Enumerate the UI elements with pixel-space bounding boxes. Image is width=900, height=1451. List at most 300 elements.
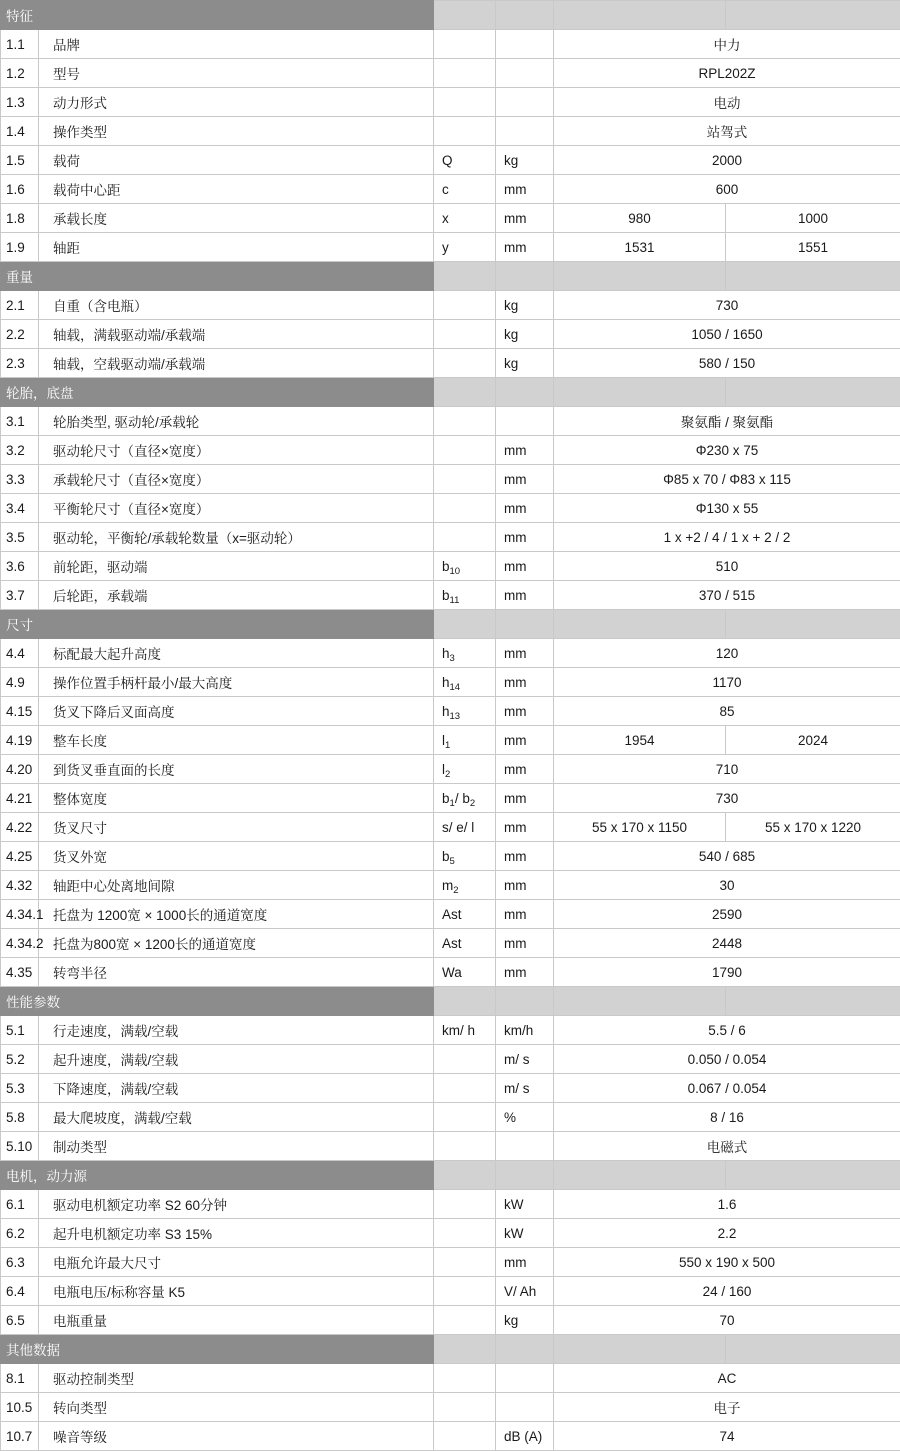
- row-symbol: [434, 1190, 496, 1219]
- section-header-filler: [554, 1161, 726, 1190]
- row-number: 3.2: [1, 436, 39, 465]
- row-number: 1.6: [1, 175, 39, 204]
- row-number: 4.4: [1, 639, 39, 668]
- row-description: 自重（含电瓶）: [39, 291, 434, 320]
- row-symbol: [434, 291, 496, 320]
- row-value: Φ130 x 55: [554, 494, 900, 523]
- row-number: 1.5: [1, 146, 39, 175]
- section-header-filler: [554, 378, 726, 407]
- row-description: 转向类型: [39, 1393, 434, 1422]
- table-row: [1, 697, 900, 726]
- section-header-row: [1, 1161, 900, 1190]
- table-row: [1, 784, 900, 813]
- row-unit: [496, 407, 554, 436]
- row-number: 4.35: [1, 958, 39, 987]
- row-number: 5.10: [1, 1132, 39, 1161]
- row-value: 120: [554, 639, 900, 668]
- row-value: 1 x +2 / 4 / 1 x + 2 / 2: [554, 523, 900, 552]
- row-value: 8 / 16: [554, 1103, 900, 1132]
- row-symbol: [434, 1219, 496, 1248]
- row-symbol: [434, 1422, 496, 1451]
- row-symbol: $b_1/$ $b_2$: [434, 784, 496, 813]
- row-description: 轴距: [39, 233, 434, 262]
- row-description: 驱动控制类型: [39, 1364, 434, 1393]
- row-unit: mm: [496, 494, 554, 523]
- row-symbol: [434, 1103, 496, 1132]
- row-description: 载荷: [39, 146, 434, 175]
- table-row: [1, 1016, 900, 1045]
- row-value: AC: [554, 1364, 900, 1393]
- row-symbol: [434, 1277, 496, 1306]
- section-header-filler: [726, 378, 900, 407]
- row-number: 3.1: [1, 407, 39, 436]
- row-value: 580 / 150: [554, 349, 900, 378]
- section-header-filler: [434, 1335, 496, 1364]
- row-unit: kW: [496, 1219, 554, 1248]
- table-row: [1, 900, 900, 929]
- row-unit: [496, 59, 554, 88]
- row-number: 2.1: [1, 291, 39, 320]
- row-number: 1.1: [1, 30, 39, 59]
- table-row: [1, 494, 900, 523]
- section-header-filler: [726, 1, 900, 30]
- row-symbol: $b_5$: [434, 842, 496, 871]
- row-unit: [496, 1364, 554, 1393]
- row-unit: kg: [496, 320, 554, 349]
- section-header-row: [1, 610, 900, 639]
- row-number: 10.5: [1, 1393, 39, 1422]
- row-description: 货叉尺寸: [39, 813, 434, 842]
- row-symbol: $h_3$: [434, 639, 496, 668]
- row-number: 1.2: [1, 59, 39, 88]
- row-unit: mm: [496, 465, 554, 494]
- row-unit: m/ s: [496, 1074, 554, 1103]
- section-header-filler: [434, 262, 496, 291]
- row-symbol: Ast: [434, 900, 496, 929]
- section-header-filler: [496, 987, 554, 1016]
- row-unit: [496, 117, 554, 146]
- row-symbol: [434, 349, 496, 378]
- row-number: 6.5: [1, 1306, 39, 1335]
- row-unit: [496, 30, 554, 59]
- row-description: 最大爬坡度，满载/空载: [39, 1103, 434, 1132]
- row-value: 电磁式: [554, 1132, 900, 1161]
- row-number: 4.20: [1, 755, 39, 784]
- row-description: 驱动轮，平衡轮/承载轮数量（x=驱动轮）: [39, 523, 434, 552]
- row-value-2: 55 x 170 x 1220: [726, 813, 900, 842]
- row-number: 6.1: [1, 1190, 39, 1219]
- row-value: 2000: [554, 146, 900, 175]
- table-row: [1, 204, 900, 233]
- row-symbol: $h_{14}$: [434, 668, 496, 697]
- section-header-filler: [434, 610, 496, 639]
- table-row: [1, 668, 900, 697]
- table-row: [1, 813, 900, 842]
- row-symbol: x: [434, 204, 496, 233]
- row-value-1: 1954: [554, 726, 726, 755]
- row-value: 2448: [554, 929, 900, 958]
- table-row: [1, 436, 900, 465]
- row-value: 710: [554, 755, 900, 784]
- table-row: [1, 117, 900, 146]
- table-row: [1, 1219, 900, 1248]
- table-row: [1, 1422, 900, 1451]
- row-number: 3.4: [1, 494, 39, 523]
- section-header-filler: [434, 378, 496, 407]
- row-symbol: s/ e/ l: [434, 813, 496, 842]
- row-number: 2.2: [1, 320, 39, 349]
- row-symbol: [434, 407, 496, 436]
- row-description: 到货叉垂直面的长度: [39, 755, 434, 784]
- row-number: 6.3: [1, 1248, 39, 1277]
- row-value: 730: [554, 784, 900, 813]
- table-row: [1, 1045, 900, 1074]
- row-number: 1.9: [1, 233, 39, 262]
- row-description: 承载轮尺寸（直径×宽度）: [39, 465, 434, 494]
- row-number: 5.1: [1, 1016, 39, 1045]
- row-unit: mm: [496, 813, 554, 842]
- row-symbol: [434, 465, 496, 494]
- row-unit: m/ s: [496, 1045, 554, 1074]
- row-description: 轮胎类型, 驱动轮/承载轮: [39, 407, 434, 436]
- row-description: 货叉外宽: [39, 842, 434, 871]
- row-description: 动力形式: [39, 88, 434, 117]
- row-description: 整车长度: [39, 726, 434, 755]
- row-unit: dB (A): [496, 1422, 554, 1451]
- row-number: 1.8: [1, 204, 39, 233]
- row-symbol: [434, 117, 496, 146]
- row-number: 4.34.2: [1, 929, 39, 958]
- row-description: 起升速度，满载/空载: [39, 1045, 434, 1074]
- row-value: 70: [554, 1306, 900, 1335]
- row-symbol: Wa: [434, 958, 496, 987]
- row-value: 1170: [554, 668, 900, 697]
- row-number: 6.4: [1, 1277, 39, 1306]
- row-unit: mm: [496, 784, 554, 813]
- row-number: 5.3: [1, 1074, 39, 1103]
- section-header-filler: [496, 1161, 554, 1190]
- section-header-filler: [726, 1335, 900, 1364]
- row-number: 3.3: [1, 465, 39, 494]
- row-number: 4.21: [1, 784, 39, 813]
- row-description: 电瓶重量: [39, 1306, 434, 1335]
- row-unit: km/h: [496, 1016, 554, 1045]
- section-header-filler: [554, 987, 726, 1016]
- row-number: 2.3: [1, 349, 39, 378]
- row-description: 型号: [39, 59, 434, 88]
- section-header-filler: [554, 262, 726, 291]
- row-description: 起升电机额定功率 S3 15%: [39, 1219, 434, 1248]
- row-unit: mm: [496, 726, 554, 755]
- row-symbol: [434, 59, 496, 88]
- row-unit: kg: [496, 146, 554, 175]
- row-description: 驱动轮尺寸（直径×宽度）: [39, 436, 434, 465]
- row-symbol: [434, 1364, 496, 1393]
- row-number: 5.8: [1, 1103, 39, 1132]
- row-value: 600: [554, 175, 900, 204]
- table-row: [1, 146, 900, 175]
- table-row: [1, 871, 900, 900]
- table-row: [1, 929, 900, 958]
- row-unit: kg: [496, 1306, 554, 1335]
- row-symbol: [434, 1074, 496, 1103]
- table-row: [1, 30, 900, 59]
- specification-table-body: [1, 1, 900, 1451]
- row-number: 8.1: [1, 1364, 39, 1393]
- row-symbol: $h_{13}$: [434, 697, 496, 726]
- row-number: 6.2: [1, 1219, 39, 1248]
- section-title: 轮胎，底盘: [1, 378, 434, 407]
- row-symbol: Ast: [434, 929, 496, 958]
- section-header-filler: [726, 1161, 900, 1190]
- row-value: 0.050 / 0.054: [554, 1045, 900, 1074]
- row-symbol: c: [434, 175, 496, 204]
- row-description: 噪音等级: [39, 1422, 434, 1451]
- row-value: 0.067 / 0.054: [554, 1074, 900, 1103]
- table-row: [1, 1132, 900, 1161]
- section-header-row: [1, 262, 900, 291]
- row-symbol: [434, 494, 496, 523]
- row-description: 行走速度，满载/空载: [39, 1016, 434, 1045]
- row-description: 整体宽度: [39, 784, 434, 813]
- row-value: Φ85 x 70 / Φ83 x 115: [554, 465, 900, 494]
- table-row: [1, 407, 900, 436]
- table-row: [1, 552, 900, 581]
- row-value: 730: [554, 291, 900, 320]
- row-value-2: 2024: [726, 726, 900, 755]
- table-row: [1, 842, 900, 871]
- section-header-filler: [496, 1, 554, 30]
- row-value: 电子: [554, 1393, 900, 1422]
- row-unit: mm: [496, 929, 554, 958]
- section-title: 其他数据: [1, 1335, 434, 1364]
- row-symbol: [434, 1393, 496, 1422]
- row-symbol: y: [434, 233, 496, 262]
- section-header-filler: [554, 1, 726, 30]
- table-row: [1, 958, 900, 987]
- section-header-row: [1, 378, 900, 407]
- row-value: 1.6: [554, 1190, 900, 1219]
- table-row: [1, 1277, 900, 1306]
- row-description: 托盘为800宽 × 1200长的通道宽度: [39, 929, 434, 958]
- row-value: 2590: [554, 900, 900, 929]
- table-row: [1, 523, 900, 552]
- row-symbol: [434, 30, 496, 59]
- row-value: 5.5 / 6: [554, 1016, 900, 1045]
- row-value: 站驾式: [554, 117, 900, 146]
- row-unit: mm: [496, 697, 554, 726]
- table-row: [1, 88, 900, 117]
- row-unit: mm: [496, 842, 554, 871]
- row-description: 标配最大起升高度: [39, 639, 434, 668]
- row-value: 74: [554, 1422, 900, 1451]
- row-symbol: $l_2$: [434, 755, 496, 784]
- row-unit: mm: [496, 581, 554, 610]
- row-number: 4.22: [1, 813, 39, 842]
- row-unit: mm: [496, 552, 554, 581]
- table-row: [1, 581, 900, 610]
- row-description: 轴距中心处离地间隙: [39, 871, 434, 900]
- row-symbol: Q: [434, 146, 496, 175]
- row-value: 1050 / 1650: [554, 320, 900, 349]
- row-number: 1.4: [1, 117, 39, 146]
- row-unit: kg: [496, 349, 554, 378]
- row-unit: mm: [496, 871, 554, 900]
- row-symbol: [434, 1248, 496, 1277]
- row-value: 电动: [554, 88, 900, 117]
- row-value: 550 x 190 x 500: [554, 1248, 900, 1277]
- row-description: 驱动电机额定功率 S2 60分钟: [39, 1190, 434, 1219]
- row-description: 品牌: [39, 30, 434, 59]
- row-description: 轴载，满载驱动端/承载端: [39, 320, 434, 349]
- row-symbol: $b_{11}$: [434, 581, 496, 610]
- row-symbol: [434, 523, 496, 552]
- table-row: [1, 755, 900, 784]
- table-row: [1, 291, 900, 320]
- row-unit: mm: [496, 958, 554, 987]
- row-description: 电瓶允许最大尺寸: [39, 1248, 434, 1277]
- section-header-filler: [554, 610, 726, 639]
- row-description: 前轮距，驱动端: [39, 552, 434, 581]
- row-value: RPL202Z: [554, 59, 900, 88]
- row-number: 5.2: [1, 1045, 39, 1074]
- table-row: [1, 726, 900, 755]
- row-unit: [496, 1393, 554, 1422]
- section-header-filler: [434, 1, 496, 30]
- table-row: [1, 59, 900, 88]
- row-unit: mm: [496, 639, 554, 668]
- row-unit: kW: [496, 1190, 554, 1219]
- row-value: 370 / 515: [554, 581, 900, 610]
- row-number: 4.15: [1, 697, 39, 726]
- row-value: 30: [554, 871, 900, 900]
- table-row: [1, 233, 900, 262]
- row-value: 85: [554, 697, 900, 726]
- row-description: 后轮距，承载端: [39, 581, 434, 610]
- row-description: 轴载，空载驱动端/承载端: [39, 349, 434, 378]
- section-header-row: [1, 1335, 900, 1364]
- table-row: [1, 320, 900, 349]
- section-header-filler: [726, 987, 900, 1016]
- row-description: 托盘为 1200宽 × 1000长的通道宽度: [39, 900, 434, 929]
- row-value: 聚氨酯 / 聚氨酯: [554, 407, 900, 436]
- row-description: 电瓶电压/标称容量 K5: [39, 1277, 434, 1306]
- row-symbol: $l_1$: [434, 726, 496, 755]
- table-row: [1, 465, 900, 494]
- row-symbol: [434, 1045, 496, 1074]
- row-value-2: 1551: [726, 233, 900, 262]
- section-header-filler: [434, 1161, 496, 1190]
- row-unit: %: [496, 1103, 554, 1132]
- row-unit: [496, 1132, 554, 1161]
- row-symbol: [434, 436, 496, 465]
- row-value: 中力: [554, 30, 900, 59]
- row-description: 货叉下降后叉面高度: [39, 697, 434, 726]
- row-number: 3.6: [1, 552, 39, 581]
- table-row: [1, 1074, 900, 1103]
- row-description: 下降速度，满载/空载: [39, 1074, 434, 1103]
- section-title: 电机，动力源: [1, 1161, 434, 1190]
- section-header-filler: [496, 1335, 554, 1364]
- row-number: 4.9: [1, 668, 39, 697]
- section-header-filler: [434, 987, 496, 1016]
- table-row: [1, 175, 900, 204]
- table-row: [1, 639, 900, 668]
- row-number: 1.3: [1, 88, 39, 117]
- section-header-row: [1, 1, 900, 30]
- section-header-filler: [496, 378, 554, 407]
- row-unit: mm: [496, 175, 554, 204]
- row-description: 承载长度: [39, 204, 434, 233]
- row-number: 4.25: [1, 842, 39, 871]
- row-number: 4.19: [1, 726, 39, 755]
- row-symbol: [434, 1306, 496, 1335]
- row-value-1: 55 x 170 x 1150: [554, 813, 726, 842]
- row-unit: mm: [496, 523, 554, 552]
- section-title: 尺寸: [1, 610, 434, 639]
- row-value: 1790: [554, 958, 900, 987]
- table-row: [1, 1364, 900, 1393]
- row-description: 转弯半径: [39, 958, 434, 987]
- row-description: 平衡轮尺寸（直径×宽度）: [39, 494, 434, 523]
- row-symbol: [434, 320, 496, 349]
- row-unit: mm: [496, 233, 554, 262]
- section-header-filler: [554, 1335, 726, 1364]
- row-description: 操作位置手柄杆最小/最大高度: [39, 668, 434, 697]
- section-header-filler: [726, 262, 900, 291]
- row-unit: mm: [496, 755, 554, 784]
- row-number: 4.32: [1, 871, 39, 900]
- row-description: 操作类型: [39, 117, 434, 146]
- row-unit: mm: [496, 204, 554, 233]
- section-title: 性能参数: [1, 987, 434, 1016]
- row-symbol: [434, 88, 496, 117]
- row-symbol: [434, 1132, 496, 1161]
- row-symbol: km/ h: [434, 1016, 496, 1045]
- row-value: 510: [554, 552, 900, 581]
- row-symbol: $m_2$: [434, 871, 496, 900]
- row-unit: kg: [496, 291, 554, 320]
- row-unit: [496, 88, 554, 117]
- table-row: [1, 1190, 900, 1219]
- row-value: 24 / 160: [554, 1277, 900, 1306]
- section-header-filler: [726, 610, 900, 639]
- section-header-row: [1, 987, 900, 1016]
- section-title: 重量: [1, 262, 434, 291]
- table-row: [1, 349, 900, 378]
- table-row: [1, 1393, 900, 1422]
- row-unit: mm: [496, 436, 554, 465]
- row-value-1: 1531: [554, 233, 726, 262]
- row-unit: mm: [496, 668, 554, 697]
- row-value-2: 1000: [726, 204, 900, 233]
- row-description: 载荷中心距: [39, 175, 434, 204]
- row-value: 2.2: [554, 1219, 900, 1248]
- section-title: 特征: [1, 1, 434, 30]
- row-unit: mm: [496, 900, 554, 929]
- table-row: [1, 1306, 900, 1335]
- row-value-1: 980: [554, 204, 726, 233]
- row-number: 3.5: [1, 523, 39, 552]
- row-description: 制动类型: [39, 1132, 434, 1161]
- section-header-filler: [496, 610, 554, 639]
- row-number: 10.7: [1, 1422, 39, 1451]
- row-value: Φ230 x 75: [554, 436, 900, 465]
- row-number: 4.34.1: [1, 900, 39, 929]
- row-number: 3.7: [1, 581, 39, 610]
- row-unit: V/ Ah: [496, 1277, 554, 1306]
- table-row: [1, 1248, 900, 1277]
